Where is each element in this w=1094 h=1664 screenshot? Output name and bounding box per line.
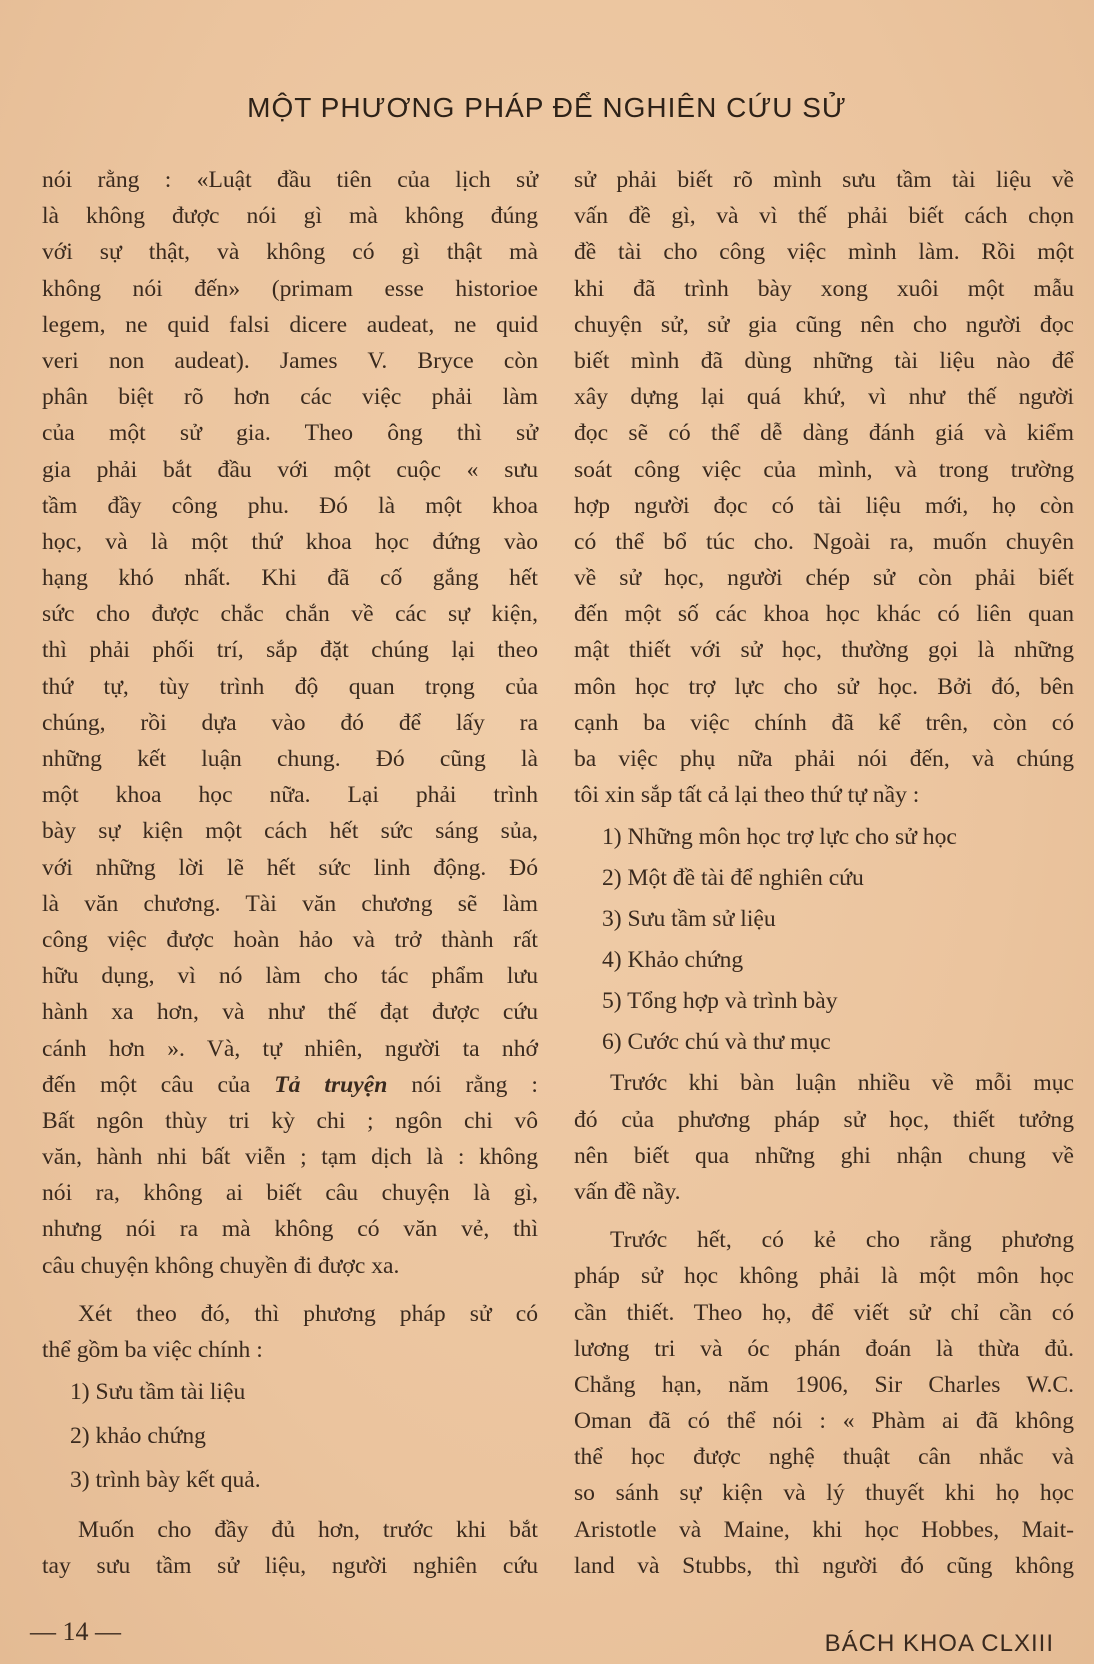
text-line: vấn đề gì, và vì thế phải biết cách chọn [574,203,1074,230]
text-line: Xét theo đó, thì phương pháp sử có [78,1300,538,1327]
text-line: Trước hết, có kẻ cho rằng phương [610,1227,1074,1254]
text-line: chúng, rồi dựa vào đó để lấy ra [42,709,538,736]
book-title: Tả truyện [274,1071,388,1098]
text-line: đến một số các khoa học khác có liên quan [574,601,1074,628]
text-line: thể gồm ba việc chính : [42,1337,263,1363]
text-line: nói ra, không ai biết câu chuyện là gì, [42,1180,538,1207]
text-line: cánh hơn ». Và, tự nhiên, người ta nhớ [42,1035,538,1062]
text-line: so sánh sự kiện và lý thuyết khi họ học [574,1480,1074,1507]
text-line: môn học trợ lực cho sử học. Bởi đó, bên [574,673,1074,700]
text-line: gia phải bắt đầu với một cuộc « sưu [42,456,538,483]
text-line-with-title [42,1067,538,1103]
text-line: veri non audeat). James V. Bryce còn [42,347,538,374]
list-item: 1) Những môn học trợ lực cho sử học [602,824,957,851]
text-line: của một sử gia. Theo ông thì sử [42,420,538,447]
text-line: đề tài cho công việc mình làm. Rồi một [574,239,1074,266]
text-line: Chẳng hạn, năm 1906, Sir Charles W.C. [574,1371,1074,1398]
list-item: 5) Tổng hợp và trình bày [602,988,838,1015]
list-item: 2) khảo chứng [70,1423,206,1450]
text-line: ba việc phụ nữa phải nói đến, và chúng [574,746,1074,772]
text-line: chuyện sử, sử gia cũng nên cho người đọc [574,311,1074,338]
text-line: lương tri và óc phán đoán là thừa đủ. [574,1335,1074,1362]
list-item: 3) Sưu tầm sử liệu [602,906,776,933]
text-line: là không được nói gì mà không đúng [42,203,538,230]
text-line: hạng khó nhất. Khi đã cố gắng hết [42,565,538,592]
text-line: có thể bổ túc cho. Ngoài ra, muốn chuyên [574,528,1074,555]
text-line: land và Stubbs, thì người đó cũng không [574,1552,1074,1579]
text-line: Trước khi bàn luận nhiều về mỗi mục [610,1070,1074,1097]
text-line: soát công việc của mình, và trong trường [574,456,1074,483]
text-line: cần thiết. Theo họ, để viết sử chỉ cần có [574,1299,1074,1326]
text-line: Oman đã có thể nói : « Phàm ai đã không [574,1408,1074,1435]
text-line: câu chuyện không chuyền đi được xa. [42,1252,400,1279]
text-line: Muốn cho đầy đủ hơn, trước khi bắt [78,1517,538,1544]
text-line: đó của phương pháp sử học, thiết tưởng [574,1106,1074,1133]
text-line: một khoa học nữa. Lại phải trình [42,782,538,809]
text-line: tay sưu tầm sử liệu, người nghiên cứu [42,1553,538,1580]
text-line: văn, hành nhi bất viễn ; tạm dịch là : không [42,1144,538,1171]
left-column [42,162,538,1585]
text-line: mật thiết với sử học, thường gọi là những [574,637,1074,664]
page-number: — 14 — [30,1617,121,1646]
list-item: 4) Khảo chứng [602,947,744,974]
text-line: nên biết qua những ghi nhận chung về [574,1142,1074,1169]
text-line: thứ tự, tùy trình độ quan trọng của [42,673,538,700]
text-line: pháp sử học không phải là một môn học [574,1263,1074,1290]
list-item: 2) Một đề tài để nghiên cứu [602,865,864,892]
text-line: với những lời lẽ hết sức linh động. Đó [42,854,538,881]
text-line: học, và là một thứ khoa học đứng vào [42,528,538,555]
list-item: 3) trình bày kết quả. [70,1467,261,1494]
text-line: vấn đề nầy. [574,1178,681,1205]
text-line: là văn chương. Tài văn chương sẽ làm [42,890,538,917]
text-line: tôi xin sắp tất cả lại theo thứ tự nầy : [574,782,920,809]
text-line: sử phải biết rõ mình sưu tầm tài liệu về [574,167,1074,193]
journal-name: BÁCH KHOA CLXIII [824,1630,1054,1657]
text-line: khi đã trình bày xong xuôi một mẫu [574,275,1074,302]
page-header: MỘT PHƯƠNG PHÁP ĐỂ NGHIÊN CỨU SỬ [247,92,847,123]
text-line: xây dựng lại quá khứ, vì như thế người [574,384,1074,411]
text-line: bày sự kiện một cách hết sức sáng sủa, [42,818,538,845]
text-fragment: đến một câu của [42,1071,251,1098]
text-line: không nói đến» (primam esse historioe [42,275,538,302]
text-line: công việc được hoàn hảo và trở thành rất [42,926,538,953]
text-line: Bất ngôn thùy tri kỳ chi ; ngôn chi vô [42,1107,538,1134]
text-line: nhưng nói ra mà không có văn vẻ, thì [42,1216,538,1243]
text-line: thì phải phối trí, sắp đặt chúng lại theo [42,637,538,664]
list-item: 6) Cước chú và thư mục [602,1029,831,1056]
text-line: tầm đầy công phu. Đó là một khoa [42,492,538,519]
right-column [574,162,1074,1584]
text-line: những kết luận chung. Đó cũng là [42,746,538,772]
text-line: legem, ne quid falsi dicere audeat, ne quid [42,311,538,338]
text-line: Aristotle và Maine, khi học Hobbes, Mait- [574,1516,1074,1543]
text-line: cạnh ba việc chính đã kể trên, còn có [574,709,1074,736]
text-line: hành xa hơn, và như thế đạt được cứu [42,999,538,1026]
text-line: đọc sẽ có thể dễ dàng đánh giá và kiểm [574,420,1074,447]
text-line: hữu dụng, vì nó làm cho tác phẩm lưu [42,963,538,990]
text-line: phân biệt rõ hơn các việc phải làm [42,384,538,411]
text-line: nói rằng : «Luật đầu tiên của lịch sử [42,167,538,193]
text-line: sức cho được chắc chắn về các sự kiện, [42,601,538,628]
text-line: hợp người đọc có tài liệu mới, họ còn [574,492,1074,519]
text-line: thể học được nghệ thuật cân nhắc và [574,1444,1074,1471]
list-item: 1) Sưu tầm tài liệu [70,1379,246,1406]
text-line: về sử học, người chép sử còn phải biết [574,565,1074,592]
text-line: biết mình đã dùng những tài liệu nào để [574,347,1074,374]
text-fragment: nói rằng : [411,1071,538,1098]
text-line: với sự thật, và không có gì thật mà [42,239,538,266]
